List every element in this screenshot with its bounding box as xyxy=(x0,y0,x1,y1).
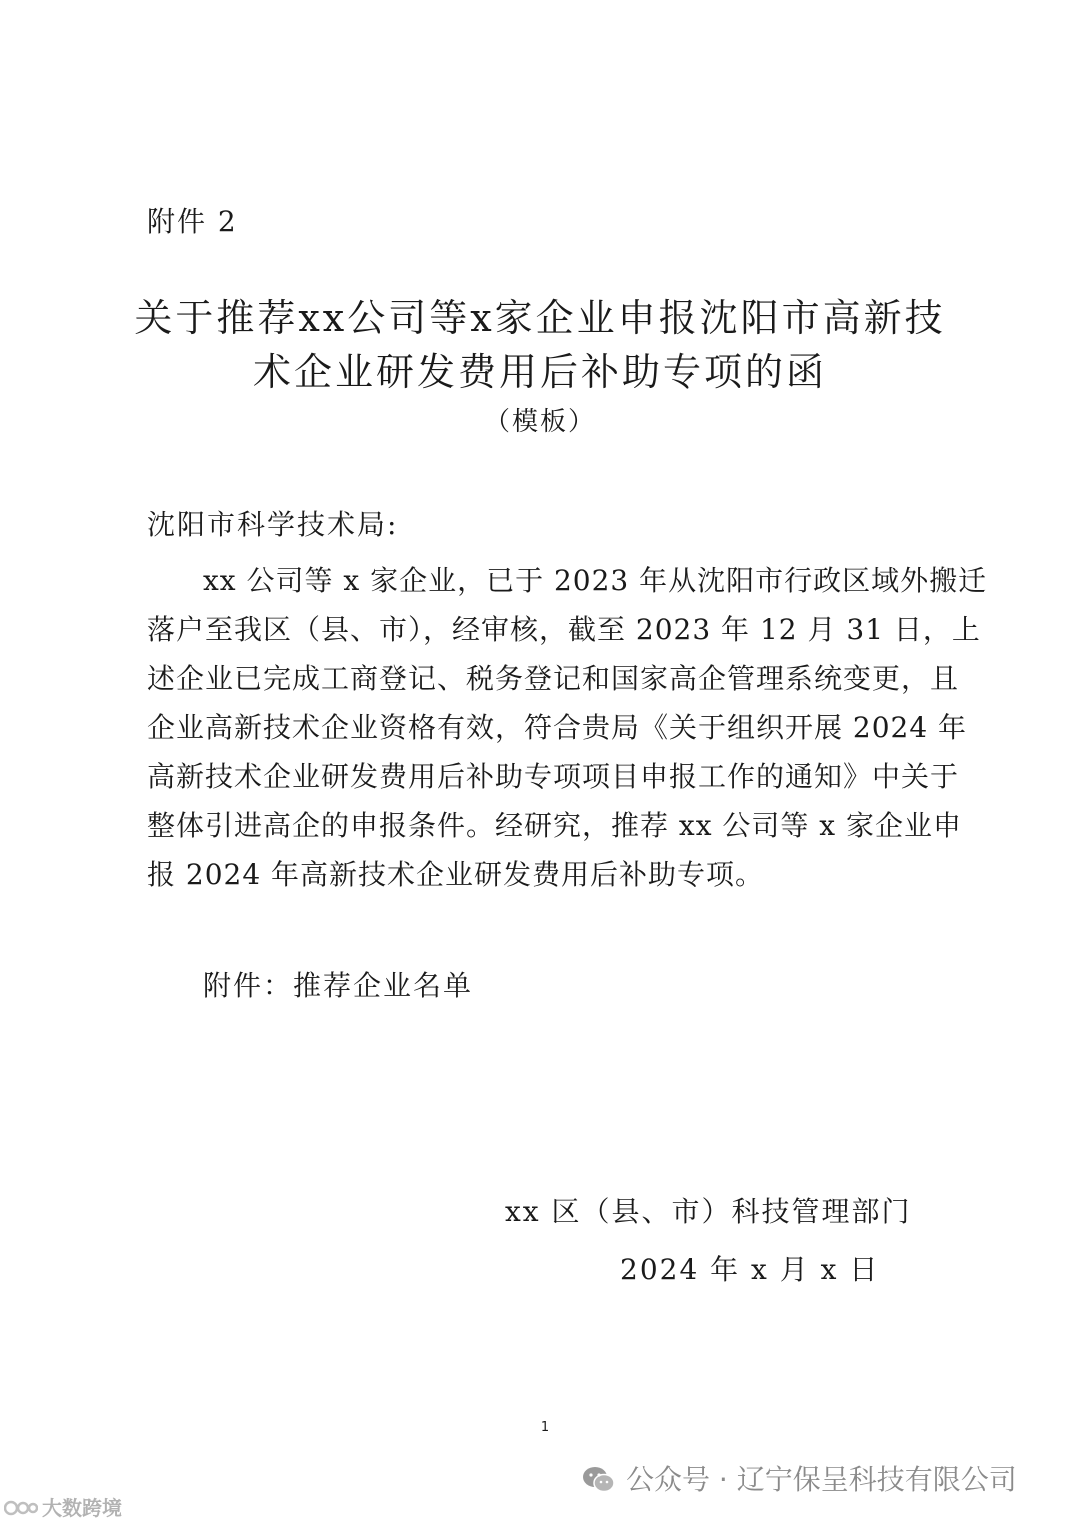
brand-logo-icon xyxy=(4,1497,38,1519)
enclosure-note: 附件：推荐企业名单 xyxy=(203,969,474,1002)
brand-watermark-text: 大数跨境 xyxy=(42,1496,122,1520)
document-title-line-1: 关于推荐xx公司等x家企业申报沈阳市高新技 xyxy=(134,296,946,340)
brand-watermark xyxy=(4,1494,122,1522)
body-line: xx 公司等 x 家企业，已于 2023 年从沈阳市行政区域外搬迁 xyxy=(203,564,988,597)
page-number: 1 xyxy=(540,1420,550,1435)
wechat-icon xyxy=(582,1465,616,1495)
attachment-label: 附件 2 xyxy=(147,205,238,238)
body-line: 落户至我区（县、市），经审核，截至 2023 年 12 月 31 日，上 xyxy=(147,613,981,646)
salutation: 沈阳市科学技术局: xyxy=(147,508,399,541)
document-subtitle: （模板） xyxy=(483,407,596,437)
body-line: 高新技术企业研发费用后补助专项项目申报工作的通知》中关于 xyxy=(147,760,960,793)
body-line: 企业高新技术企业资格有效，符合贵局《关于组织开展 2024 年 xyxy=(147,711,968,744)
wechat-watermark xyxy=(582,1458,1017,1502)
signature-date: 2024 年 x 月 x 日 xyxy=(620,1253,880,1286)
body-line: 报 2024 年高新技术企业研发费用后补助专项。 xyxy=(147,858,765,891)
body-line: 整体引进高企的申报条件。经研究，推荐 xx 公司等 x 家企业申 xyxy=(147,809,962,842)
document-title-line-2: 术企业研发费用后补助专项的函 xyxy=(252,350,827,394)
signer: xx 区（县、市）科技管理部门 xyxy=(505,1195,912,1228)
wechat-watermark-text: 公众号 · 辽宁保呈科技有限公司 xyxy=(626,1463,1017,1496)
body-line: 述企业已完成工商登记、税务登记和国家高企管理系统变更，且 xyxy=(147,662,960,695)
